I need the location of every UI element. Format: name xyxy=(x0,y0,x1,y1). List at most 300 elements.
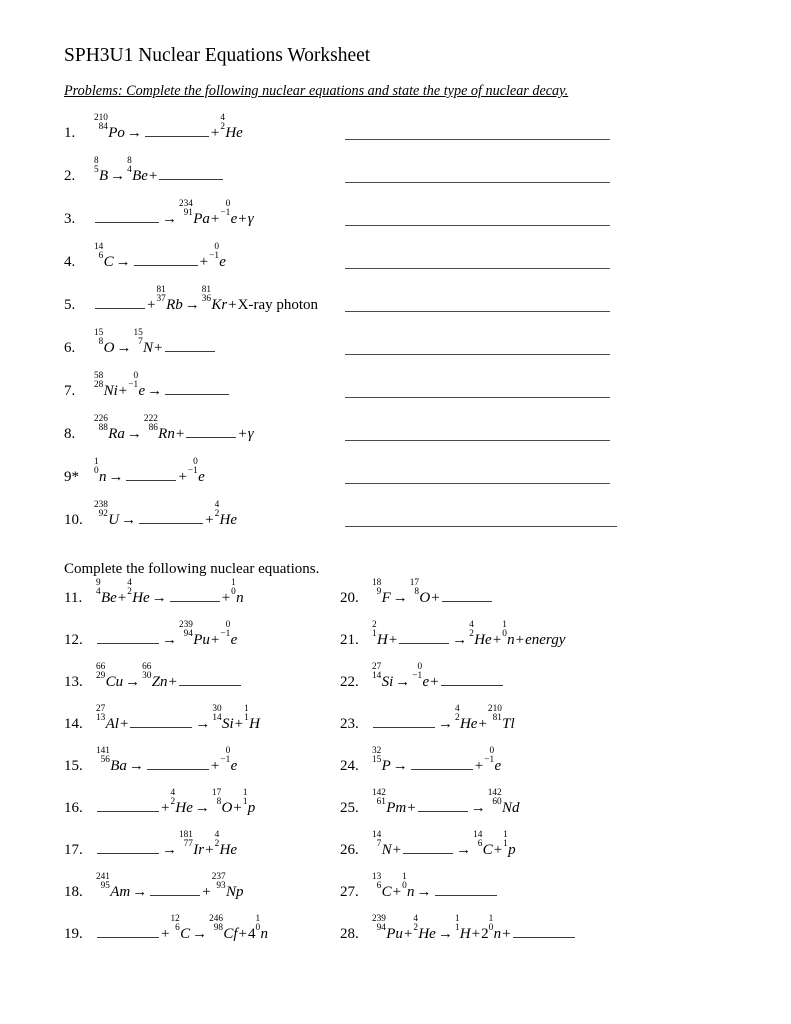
equation-row xyxy=(340,620,566,650)
item-number: 17. xyxy=(64,841,83,858)
atomic-number: 8 xyxy=(216,797,222,808)
item-number: 9* xyxy=(64,468,79,485)
fill-in-blank[interactable] xyxy=(147,755,209,770)
equation-expression xyxy=(96,704,260,732)
mass-number: 66 xyxy=(96,662,106,673)
mass-number: 1 xyxy=(255,914,261,925)
atomic-number: 8 xyxy=(98,337,104,348)
equation-row xyxy=(64,830,238,860)
mass-number: 1 xyxy=(402,872,407,883)
atomic-number: 6 xyxy=(477,839,483,850)
atomic-number: −1 xyxy=(209,251,219,262)
atomic-number: 94 xyxy=(183,629,193,640)
nuclide-indices xyxy=(488,914,494,939)
atomic-number: −1 xyxy=(220,755,231,766)
element-symbol: H xyxy=(459,925,471,942)
fill-in-blank[interactable] xyxy=(95,208,159,223)
element-symbol: e xyxy=(230,210,238,227)
nuclide-he xyxy=(214,500,238,530)
element-symbol: He xyxy=(219,511,238,528)
element-symbol: N xyxy=(143,339,154,356)
fill-in-blank[interactable] xyxy=(97,797,159,812)
equation-expression xyxy=(96,872,244,900)
atomic-number: 2 xyxy=(214,509,220,520)
nuclide-tl xyxy=(487,704,515,734)
atomic-number: 1 xyxy=(242,797,248,808)
mass-number: 14 xyxy=(94,242,104,253)
nuclide-indices xyxy=(127,156,132,181)
nuclide-pu xyxy=(179,620,210,650)
nuclide-indices xyxy=(220,620,231,645)
reaction-arrow: → xyxy=(115,253,131,270)
element-symbol: O xyxy=(221,799,233,816)
atomic-number: 6 xyxy=(175,923,180,934)
atomic-number: 7 xyxy=(138,337,143,348)
instructions-line: Problems: Complete the following nuclear equations and state the type of nuclear decay. xyxy=(64,83,569,99)
mass-number: 27 xyxy=(96,704,106,715)
element-symbol: Al xyxy=(105,715,119,732)
nuclide-cf xyxy=(209,914,238,944)
plus-operator: + xyxy=(392,883,402,900)
equation-expression xyxy=(372,914,576,942)
nuclide-indices xyxy=(402,872,407,897)
atomic-number: 14 xyxy=(372,671,382,682)
atomic-number: 2 xyxy=(413,923,419,934)
element-symbol: F xyxy=(381,589,391,606)
mass-number: 0 xyxy=(133,371,139,382)
atomic-number: 92 xyxy=(98,509,108,520)
decay-type-answer-line[interactable] xyxy=(345,182,610,183)
equation-expression xyxy=(96,620,238,648)
mass-number: 8 xyxy=(127,156,132,167)
nuclide-zn xyxy=(142,662,168,692)
mass-number: 0 xyxy=(417,662,423,673)
mass-number: 1 xyxy=(502,620,507,631)
fill-in-blank[interactable] xyxy=(399,629,449,644)
nuclide-indices xyxy=(96,704,106,729)
nuclide-al xyxy=(96,704,119,734)
nuclide-he xyxy=(413,914,436,944)
mass-number: 1 xyxy=(231,578,236,589)
mass-number: 0 xyxy=(214,242,219,253)
nuclide-pm xyxy=(372,788,407,818)
element-symbol: n xyxy=(260,925,268,942)
nuclide-indices xyxy=(409,578,420,603)
element-symbol: Ba xyxy=(110,757,127,774)
fill-in-blank[interactable] xyxy=(442,587,492,602)
element-symbol: Ra xyxy=(108,425,125,442)
reaction-arrow: → xyxy=(121,511,137,528)
nuclide-n xyxy=(133,328,154,358)
mass-number: 4 xyxy=(413,914,419,925)
nuclide-o xyxy=(211,788,233,818)
nuclide-indices xyxy=(214,500,220,525)
mass-number: 9 xyxy=(96,578,101,589)
atomic-number: 0 xyxy=(402,881,407,892)
nuclide-p xyxy=(503,830,516,860)
equation-row xyxy=(64,285,319,315)
element-symbol: e xyxy=(230,631,238,648)
nuclide-indices xyxy=(179,199,193,224)
element-symbol: He xyxy=(175,799,193,816)
equation-row xyxy=(64,328,216,358)
atomic-number: 1 xyxy=(372,629,377,640)
nuclide-indices xyxy=(96,662,106,687)
fill-in-blank[interactable] xyxy=(441,671,503,686)
element-symbol: Ir xyxy=(193,841,205,858)
atomic-number: 0 xyxy=(94,466,99,477)
equation-row xyxy=(340,872,498,902)
atomic-number: −1 xyxy=(220,208,231,219)
equation-expression xyxy=(94,285,319,313)
atomic-number: 0 xyxy=(231,587,236,598)
gamma-symbol: γ xyxy=(247,425,254,442)
item-number: 3. xyxy=(64,210,76,227)
reaction-arrow: → xyxy=(452,631,468,648)
nuclide-he xyxy=(170,788,193,818)
atomic-number: 94 xyxy=(376,923,386,934)
nuclide-indices xyxy=(94,500,108,525)
nuclide-n xyxy=(488,914,502,944)
nuclide-indices xyxy=(211,788,222,813)
fill-in-blank[interactable] xyxy=(373,713,435,728)
equation-row xyxy=(64,500,238,530)
nuclide-si xyxy=(212,704,234,734)
equation-row xyxy=(64,457,205,487)
reaction-arrow: → xyxy=(392,589,408,606)
nuclide-indices xyxy=(503,830,508,855)
nuclide-he xyxy=(214,830,238,860)
atomic-number: 0 xyxy=(488,923,494,934)
element-symbol: e xyxy=(138,382,146,399)
nuclide-indices xyxy=(170,914,180,939)
decay-type-answer-line[interactable] xyxy=(345,397,610,398)
plus-operator: + xyxy=(154,339,163,356)
atomic-number: 30 xyxy=(142,671,152,682)
page-title: SPH3U1 Nuclear Equations Worksheet xyxy=(64,45,371,66)
plus-operator: + xyxy=(238,425,247,442)
nuclide-indices xyxy=(469,620,474,645)
item-number: 13. xyxy=(64,673,83,690)
mass-number: 32 xyxy=(372,746,382,757)
equation-expression xyxy=(94,457,205,485)
mass-number: 17 xyxy=(211,788,222,799)
element-symbol: p xyxy=(247,799,256,816)
nuclide-c xyxy=(473,830,493,860)
equation-expression xyxy=(96,788,256,816)
element-symbol: e xyxy=(230,757,238,774)
fill-in-blank[interactable] xyxy=(403,839,453,854)
plus-operator: + xyxy=(478,715,487,732)
nuclide-indices xyxy=(255,914,261,939)
mass-number: 4 xyxy=(170,788,176,799)
nuclide-n xyxy=(94,457,107,487)
element-symbol: Be xyxy=(100,589,117,606)
mass-number: 222 xyxy=(143,414,158,425)
decay-type-answer-line[interactable] xyxy=(345,483,610,484)
fill-in-blank[interactable] xyxy=(165,380,229,395)
atomic-number: 77 xyxy=(183,839,193,850)
nuclide-indices xyxy=(201,285,212,310)
plus-operator: + xyxy=(205,511,214,528)
equation-row xyxy=(340,662,504,692)
plus-operator: + xyxy=(147,296,156,313)
mass-number: 14 xyxy=(473,830,483,841)
mass-number: 12 xyxy=(170,914,180,925)
nuclide-n xyxy=(502,620,515,650)
item-number: 18. xyxy=(64,883,83,900)
atomic-number: 2 xyxy=(455,713,460,724)
nuclide-indices xyxy=(209,242,219,267)
nuclide-be xyxy=(127,156,148,186)
mass-number: 1 xyxy=(503,830,508,841)
item-number: 5. xyxy=(64,296,76,313)
plus-operator: + xyxy=(515,631,525,648)
plus-operator: + xyxy=(210,757,220,774)
nuclide-o xyxy=(94,328,115,358)
atomic-number: 7 xyxy=(376,839,382,850)
fill-in-blank[interactable] xyxy=(97,923,159,938)
fill-in-blank[interactable] xyxy=(126,466,176,481)
atomic-number: 93 xyxy=(216,881,226,892)
atomic-number: 14 xyxy=(212,713,222,724)
plus-operator: + xyxy=(471,925,481,942)
plus-operator: + xyxy=(178,468,187,485)
item-number: 1. xyxy=(64,124,76,141)
mass-number: 141 xyxy=(96,746,110,757)
fill-in-blank[interactable] xyxy=(134,251,198,266)
fill-in-blank[interactable] xyxy=(97,629,159,644)
atomic-number: 0 xyxy=(502,629,507,640)
element-symbol: Po xyxy=(108,124,125,141)
mass-number: 58 xyxy=(94,371,104,382)
equation-row xyxy=(64,872,244,902)
equation-row xyxy=(340,746,502,776)
equation-expression xyxy=(94,242,226,270)
mass-number: 17 xyxy=(409,578,420,589)
element-symbol: Pu xyxy=(386,925,403,942)
element-symbol: Rn xyxy=(158,425,175,442)
element-symbol: C xyxy=(103,253,114,270)
fill-in-blank[interactable] xyxy=(418,797,468,812)
element-symbol: P xyxy=(381,757,391,774)
nuclide-indices xyxy=(473,830,483,855)
element-symbol: O xyxy=(419,589,431,606)
mass-number: 0 xyxy=(225,746,231,757)
equation-row xyxy=(64,914,268,944)
plus-operator: + xyxy=(228,296,237,313)
nuclide-e xyxy=(220,746,238,776)
plus-operator: + xyxy=(210,124,220,141)
plus-operator: + xyxy=(238,210,247,227)
mass-number: 4 xyxy=(214,500,220,511)
nuclide-indices xyxy=(156,285,166,310)
mass-number: 0 xyxy=(193,457,198,468)
nuclide-np xyxy=(211,872,244,902)
nuclide-indices xyxy=(372,872,382,897)
nuclide-indices xyxy=(133,328,143,353)
fill-in-blank[interactable] xyxy=(159,165,223,180)
element-symbol: U xyxy=(108,511,120,528)
nuclide-indices xyxy=(372,830,382,855)
reaction-arrow: → xyxy=(116,339,132,356)
element-symbol: Cf xyxy=(223,925,238,942)
equation-expression xyxy=(372,746,502,774)
fill-in-blank[interactable] xyxy=(186,423,236,438)
atomic-number: −1 xyxy=(484,755,495,766)
item-number: 22. xyxy=(340,673,359,690)
element-symbol: n xyxy=(407,883,415,900)
nuclide-indices xyxy=(142,662,152,687)
element-symbol: n xyxy=(236,589,244,606)
item-number: 14. xyxy=(64,715,83,732)
atomic-number: 8 xyxy=(414,587,420,598)
plus-operator: + xyxy=(392,841,402,858)
nuclide-am xyxy=(96,872,131,902)
element-symbol: He xyxy=(459,715,478,732)
nuclide-indices xyxy=(127,578,132,603)
mass-number: 1 xyxy=(242,788,248,799)
nuclide-indices xyxy=(179,830,193,855)
element-symbol: Pm xyxy=(386,799,407,816)
reaction-arrow: → xyxy=(108,468,124,485)
atomic-number: 1 xyxy=(454,923,460,934)
mass-number: 1 xyxy=(454,914,460,925)
decay-type-answer-line[interactable] xyxy=(345,354,610,355)
nuclide-indices xyxy=(487,704,502,729)
reaction-arrow: → xyxy=(126,124,142,141)
atomic-number: 88 xyxy=(98,423,108,434)
decay-type-answer-line[interactable] xyxy=(345,440,610,441)
nuclide-ra xyxy=(94,414,125,444)
equation-row xyxy=(64,242,226,272)
mass-number: 142 xyxy=(372,788,386,799)
italic-text: energy xyxy=(525,631,566,648)
item-number: 21. xyxy=(340,631,359,648)
element-symbol: H xyxy=(376,631,388,648)
fill-in-blank[interactable] xyxy=(139,509,203,524)
mass-number: 237 xyxy=(211,872,226,883)
plus-operator: + xyxy=(492,631,502,648)
element-symbol: Ni xyxy=(103,382,118,399)
fill-in-blank[interactable] xyxy=(130,713,192,728)
mass-number: 15 xyxy=(133,328,143,339)
item-number: 15. xyxy=(64,757,83,774)
fill-in-blank[interactable] xyxy=(179,671,241,686)
nuclide-he xyxy=(220,113,243,143)
fill-in-blank[interactable] xyxy=(435,881,497,896)
mass-number: 14 xyxy=(372,830,382,841)
element-symbol: e xyxy=(219,253,226,270)
fill-in-blank[interactable] xyxy=(513,923,575,938)
nuclide-indices xyxy=(231,578,236,603)
reaction-arrow: → xyxy=(151,589,167,606)
reaction-arrow: → xyxy=(416,883,432,900)
element-symbol: B xyxy=(98,167,109,184)
fill-in-blank[interactable] xyxy=(150,881,200,896)
reaction-arrow: → xyxy=(194,799,210,816)
equation-expression xyxy=(94,371,230,399)
fill-in-blank[interactable] xyxy=(95,294,145,309)
plus-operator: + xyxy=(233,799,242,816)
reaction-arrow: → xyxy=(395,673,411,690)
element-symbol: He xyxy=(474,631,492,648)
mass-number: 0 xyxy=(225,199,231,210)
fill-in-blank[interactable] xyxy=(170,587,220,602)
element-symbol: e xyxy=(494,757,502,774)
atomic-number: 2 xyxy=(469,629,474,640)
fill-in-blank[interactable] xyxy=(145,122,209,137)
equation-expression xyxy=(96,830,238,858)
equation-row xyxy=(340,830,516,860)
nuclide-indices xyxy=(94,242,104,267)
plus-operator: + xyxy=(161,799,170,816)
decay-type-answer-line[interactable] xyxy=(345,311,610,312)
atomic-number: 6 xyxy=(376,881,382,892)
nuclide-indices xyxy=(94,414,108,439)
item-number: 8. xyxy=(64,425,76,442)
nuclide-indices xyxy=(214,830,220,855)
nuclide-indices xyxy=(94,156,99,181)
plus-operator: + xyxy=(502,925,511,942)
atomic-number: −1 xyxy=(128,380,139,391)
plus-operator: + xyxy=(388,631,398,648)
nuclide-c xyxy=(170,914,191,944)
reaction-arrow: → xyxy=(126,425,142,442)
nuclide-rn xyxy=(143,414,175,444)
item-number: 28. xyxy=(340,925,359,942)
fill-in-blank[interactable] xyxy=(411,755,473,770)
plus-operator: + xyxy=(202,883,211,900)
coefficient: 4 xyxy=(247,925,256,942)
decay-type-answer-line[interactable] xyxy=(345,225,610,226)
plus-operator: + xyxy=(221,589,231,606)
plus-operator: + xyxy=(403,925,413,942)
nuclide-he xyxy=(455,704,478,734)
element-symbol: n xyxy=(507,631,515,648)
equation-row xyxy=(64,156,224,186)
plus-operator: + xyxy=(119,715,129,732)
atomic-number: 13 xyxy=(96,713,106,724)
nuclide-indices xyxy=(413,914,419,939)
atomic-number: 4 xyxy=(96,587,101,598)
nuclide-indices xyxy=(220,199,231,224)
atomic-number: 60 xyxy=(492,797,502,808)
reaction-arrow: → xyxy=(132,883,148,900)
mass-number: 66 xyxy=(142,662,152,673)
mass-number: 8 xyxy=(94,156,99,167)
nuclide-ba xyxy=(96,746,127,776)
element-symbol: Be xyxy=(132,167,148,184)
fill-in-blank[interactable] xyxy=(165,337,215,352)
mass-number: 234 xyxy=(179,199,193,210)
element-symbol: Kr xyxy=(211,296,228,313)
atomic-number: 2 xyxy=(170,797,176,808)
decay-type-answer-line[interactable] xyxy=(345,526,617,527)
element-symbol: C xyxy=(381,883,392,900)
equation-expression xyxy=(96,746,238,774)
reaction-arrow: → xyxy=(128,757,144,774)
nuclide-o xyxy=(409,578,431,608)
decay-type-answer-line[interactable] xyxy=(345,268,610,269)
mass-number: 4 xyxy=(127,578,132,589)
reaction-arrow: → xyxy=(392,757,408,774)
fill-in-blank[interactable] xyxy=(97,839,159,854)
plus-operator: + xyxy=(117,589,127,606)
decay-type-answer-line[interactable] xyxy=(345,139,610,140)
equation-expression xyxy=(372,704,515,732)
nuclide-b xyxy=(94,156,109,186)
